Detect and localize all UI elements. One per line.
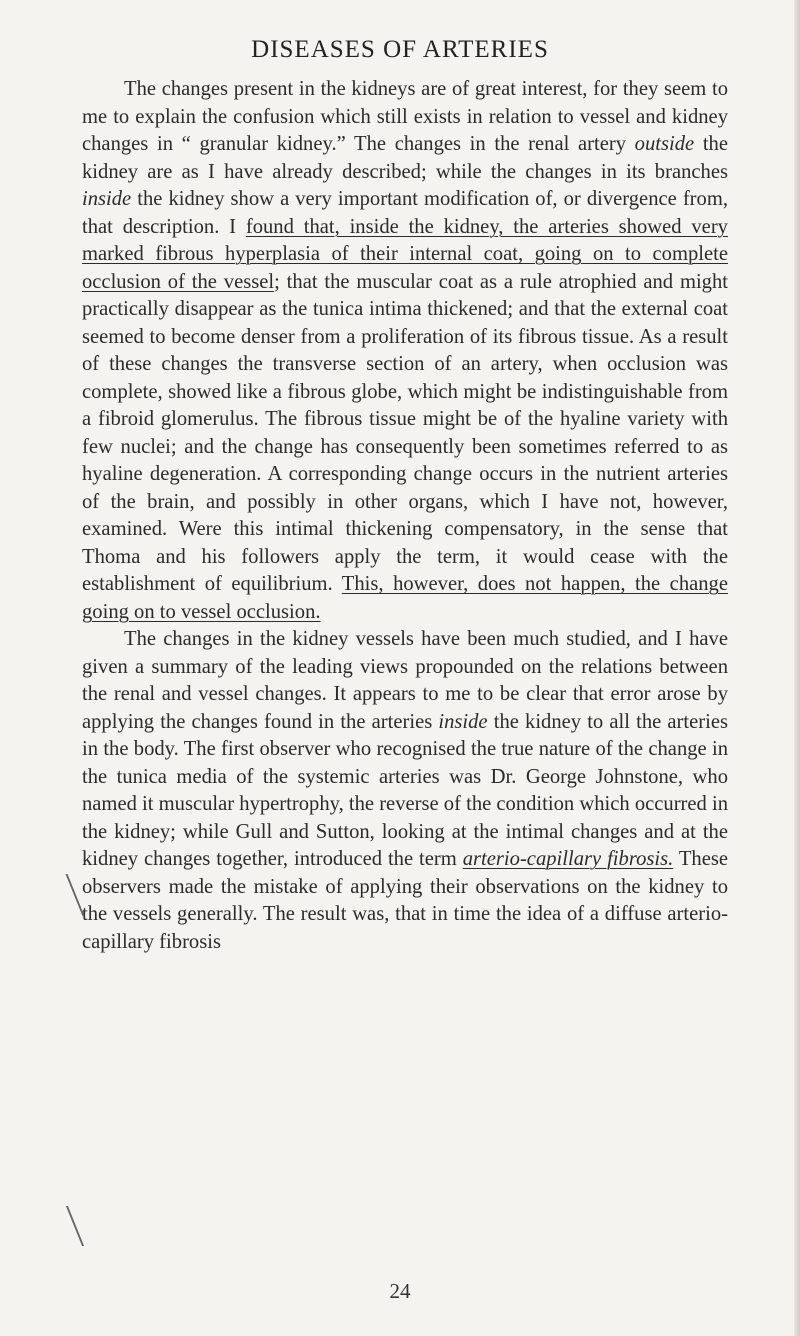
margin-pencil-mark <box>66 1206 84 1246</box>
paragraph-1 <box>82 76 728 626</box>
page-number: 24 <box>389 1279 411 1303</box>
paragraph-2-italic-inside: inside <box>438 710 488 733</box>
paragraph-2-text-3: These observers made the mistake of applying their observations on the kidney to the vessels generally. The result was, that in time the idea of a diffuse arterio-capillary fibrosis <box>82 848 729 953</box>
paragraph-2 <box>82 626 728 956</box>
paragraph-1-text-1: The changes present in the kidneys are of great interest, for they seem to me to explain the confusion which still exists in relation to vessel and kidney changes in “ granular kidney.” The changes in the renal artery <box>82 78 728 155</box>
paragraph-1-text-4: ; that the muscular coat as a rule atrophied and might practically disappear as the tunica intima thickened; and that the external coat seemed to become denser from a proliferation of its fibrous tissue. As a result of these changes the transverse section of an artery, when occlusion was complete, showed like a fibrous globe, which might be indistinguishable from a fibroid glomerulus. The fibrous tissue might be of the hyaline variety with few nuclei; and the change has consequently been sometimes referred to as hyaline degeneration. A corresponding change occurs in the nutrient arteries of the brain, and possibly in other organs, which I have not, however, examined. Were this intimal thickening compensatory, in the sense that Thoma and his followers apply the term, it would cease with the establishment of equilibrium. <box>82 270 728 595</box>
paragraph-1-text-2: the kidney are as I have already described; while the changes in its branches <box>82 133 728 183</box>
paragraph-1-italic-inside: inside <box>82 188 132 210</box>
body-text <box>82 76 728 956</box>
paragraph-1-underlined-occlusion: This, however, does not happen, the change going on to vessel occlusion. <box>82 573 728 623</box>
paragraph-2-italic-term: arterio-capillary fibrosis. <box>462 848 674 870</box>
paragraph-1-text-3: the kidney show a very important modification of, or divergence from, that description. I <box>82 188 728 238</box>
paragraph-1-italic-outside: outside <box>634 133 695 155</box>
paragraph-2-text-1: The changes in the kidney vessels have been much studied, and I have given a summary of the leading views propounded on the relations between the renal and vessel changes. It appears to me to be clear that error arose by applying the changes found in the arteries <box>82 628 728 733</box>
page-edge <box>794 0 800 1336</box>
paragraph-1-underlined-finding: found that, inside the kidney, the arteries showed very marked fibrous hyperplasia of their internal coat, going on to complete occlusion of the vessel <box>82 215 728 293</box>
paragraph-2-text-2: the kidney to all the arteries in the body. The first observer who recognised the true nature of the change in the tunica media of the systemic arteries was Dr. George Johnstone, who named it muscular hypertrophy, the reverse of the condition which occurred in the kidney; while Gull and Sutton, looking at the intimal changes and at the kidney changes together, introduced the term <box>82 710 729 870</box>
running-header: DISEASES OF ARTERIES <box>251 36 549 63</box>
